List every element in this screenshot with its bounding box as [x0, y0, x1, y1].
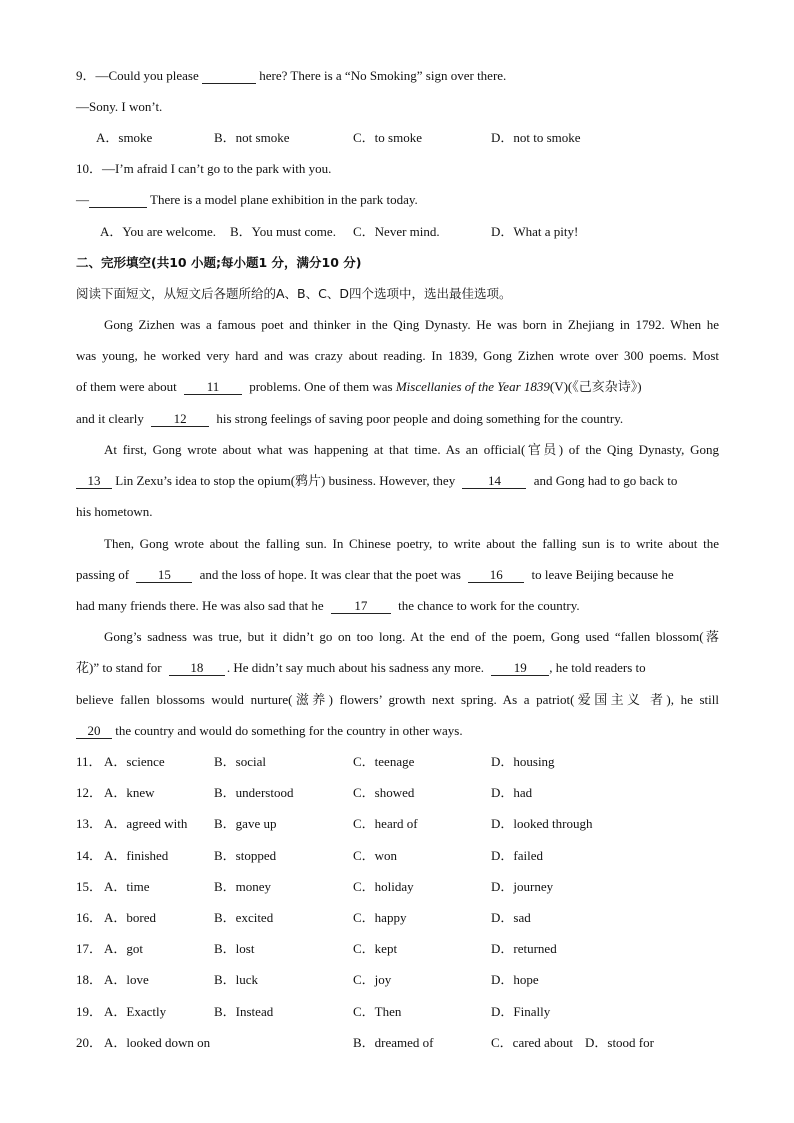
blank-19: 19	[491, 661, 549, 676]
question-14-option-d: D．failed	[491, 848, 543, 863]
question-9-prompt: 9．—Could you please	[76, 68, 199, 83]
passage-text: and the loss of hope. It was clear that the poet was	[199, 567, 461, 582]
passage-text: Lin Zexu’s idea to stop the opium(鸦片) business. However, they	[115, 473, 456, 488]
question-17-option-c: C．kept	[353, 941, 398, 956]
question-9-option-a: A．smoke	[96, 130, 153, 145]
question-20-option-b: B．dreamed of	[353, 1035, 434, 1050]
passage-text: . He didn’t say much about his sadness any more.	[226, 660, 485, 675]
question-13-option-d: D．looked through	[491, 816, 593, 831]
question-14-option-a: A．finished	[104, 848, 169, 863]
passage-text: , he told readers to	[549, 660, 646, 675]
question-18-option-b: B．luck	[214, 972, 259, 987]
passage-text: the country and would do something for the country in other ways.	[115, 723, 463, 738]
question-9-option-c: C．to smoke	[353, 130, 422, 145]
question-13-option-c: C．heard of	[353, 816, 418, 831]
question-16-option-a: A．bored	[104, 910, 156, 925]
question-10-response	[76, 192, 418, 208]
question-19-option-c: C．Then	[353, 1004, 402, 1019]
blank-11: 11	[184, 380, 242, 395]
question-10-response-text: There is a model plane exhibition in the park today.	[150, 192, 418, 207]
question-9-stem	[76, 68, 506, 84]
question-18-number: 18．	[76, 972, 103, 987]
question-11-option-b: B．social	[214, 754, 266, 769]
question-20-option-c: C．cared about	[491, 1035, 573, 1050]
question-10-option-b: B．You must come.	[230, 224, 336, 239]
question-11-option-a: A．science	[104, 754, 165, 769]
blank-16: 16	[468, 568, 524, 583]
passage-p1-line4	[76, 411, 719, 427]
passage-p4-line4	[76, 723, 719, 739]
passage-text: passing of	[76, 567, 130, 582]
question-15-option-b: B．money	[214, 879, 272, 894]
question-13-option-a: A．agreed with	[104, 816, 188, 831]
blank-15: 15	[136, 568, 192, 583]
section-instruction: 阅读下面短文，从短文后各题所给的A、B、C、D四个选项中，选出最佳选项。	[76, 286, 512, 301]
question-14-number: 14．	[76, 848, 103, 863]
question-9-response: —Sony. I won’t.	[76, 99, 163, 114]
passage-p4-line1: Gong’s sadness was true, but it didn’t go on too long. At the end of the poem, Gong used “fallen blossom(落	[104, 629, 719, 644]
question-15-number: 15．	[76, 879, 103, 894]
question-17-number: 17．	[76, 941, 103, 956]
passage-text: had many friends there. He was also sad that he	[76, 598, 324, 613]
question-19-option-d: D．Finally	[491, 1004, 551, 1019]
question-13-option-b: B．gave up	[214, 816, 277, 831]
question-10-option-d: D．What a pity!	[491, 224, 579, 239]
passage-p3-line1: Then, Gong wrote about the falling sun. In Chinese poetry, to write about the falling sun is to write about the	[104, 536, 719, 551]
question-12-option-b: B．understood	[214, 785, 294, 800]
question-12-option-a: A．knew	[104, 785, 155, 800]
question-10-stem: 10．—I’m afraid I can’t go to the park with you.	[76, 161, 332, 176]
question-11-option-c: C．teenage	[353, 754, 415, 769]
passage-text: his strong feelings of saving poor people and doing something for the country.	[216, 411, 624, 426]
passage-text: 花)” to stand for	[76, 660, 162, 675]
passage-text: to leave Beijing because he	[531, 567, 674, 582]
poem-title: Miscellanies of the Year 1839	[395, 379, 550, 394]
question-20-option-d: D．stood for	[585, 1035, 654, 1050]
blank-18: 18	[169, 661, 225, 676]
question-15-option-a: A．time	[104, 879, 150, 894]
question-18-option-c: C．joy	[353, 972, 392, 987]
question-9-option-d: D．not to smoke	[491, 130, 581, 145]
question-19-option-a: A．Exactly	[104, 1004, 167, 1019]
question-19-number: 19．	[76, 1004, 103, 1019]
passage-p2-line2	[76, 473, 719, 489]
question-9-blank	[202, 69, 256, 84]
question-10-option-a: A．You are welcome.	[100, 224, 217, 239]
blank-17: 17	[331, 599, 391, 614]
question-12-option-c: C．showed	[353, 785, 415, 800]
question-13-number: 13．	[76, 816, 103, 831]
question-17-option-a: A．got	[104, 941, 144, 956]
passage-p3-line3	[76, 598, 719, 614]
question-9-prompt-end: here? There is a “No Smoking” sign over there.	[259, 68, 507, 83]
question-15-option-c: C．holiday	[353, 879, 414, 894]
question-10-blank	[89, 193, 147, 208]
passage-text: and Gong had to go back to	[533, 473, 678, 488]
passage-p3-line2	[76, 567, 719, 583]
question-11-number: 11．	[76, 754, 102, 769]
passage-text: the chance to work for the country.	[398, 598, 580, 613]
passage-p4-line2	[76, 660, 719, 676]
question-16-option-d: D．sad	[491, 910, 531, 925]
question-18-option-a: A．love	[104, 972, 149, 987]
passage-p2-line1: At first, Gong wrote about what was happening at that time. As an official(官员) of the Qing Dynasty, Gong	[104, 442, 719, 457]
question-11-option-d: D．housing	[491, 754, 555, 769]
question-16-option-c: C．happy	[353, 910, 407, 925]
question-20-option-a: A．looked down on	[104, 1035, 211, 1050]
question-14-option-c: C．won	[353, 848, 398, 863]
blank-14: 14	[462, 474, 526, 489]
passage-p2-line3: his hometown.	[76, 504, 153, 519]
question-10-dash: —	[76, 192, 89, 207]
question-20-number: 20．	[76, 1035, 103, 1050]
blank-20: 20	[76, 724, 112, 739]
question-18-option-d: D．hope	[491, 972, 539, 987]
question-10-option-c: C．Never mind.	[353, 224, 440, 239]
question-14-option-b: B．stopped	[214, 848, 277, 863]
question-19-option-b: B．Instead	[214, 1004, 274, 1019]
section-heading: 二、完形填空(共10 小题;每小题1 分，满分10 分)	[76, 255, 362, 270]
blank-12: 12	[151, 412, 209, 427]
passage-text: of them were about	[76, 379, 177, 394]
question-17-option-d: D．returned	[491, 941, 557, 956]
question-16-option-b: B．excited	[214, 910, 274, 925]
question-9-option-b: B．not smoke	[214, 130, 290, 145]
passage-p1-line3	[76, 379, 719, 395]
question-12-number: 12．	[76, 785, 103, 800]
passage-text: (V)(《己亥杂诗》)	[549, 379, 642, 394]
passage-p1-line2: was young, he worked very hard and was crazy about reading. In 1839, Gong Zizhen wrote over 300 poems. Most	[76, 348, 719, 363]
blank-13: 13	[76, 474, 112, 489]
question-15-option-d: D．journey	[491, 879, 554, 894]
question-17-option-b: B．lost	[214, 941, 255, 956]
question-12-option-d: D．had	[491, 785, 533, 800]
passage-p1-line1: Gong Zizhen was a famous poet and thinker in the Qing Dynasty. He was born in Zhejiang in 1792. When he	[104, 317, 719, 332]
passage-text: problems. One of them was	[249, 379, 393, 394]
passage-p4-line3: believe fallen blossoms would nurture(滋养) flowers’ growth next spring. As a patriot(爱国主义 者), he still	[76, 692, 719, 707]
passage-text: and it clearly	[76, 411, 144, 426]
question-16-number: 16．	[76, 910, 103, 925]
